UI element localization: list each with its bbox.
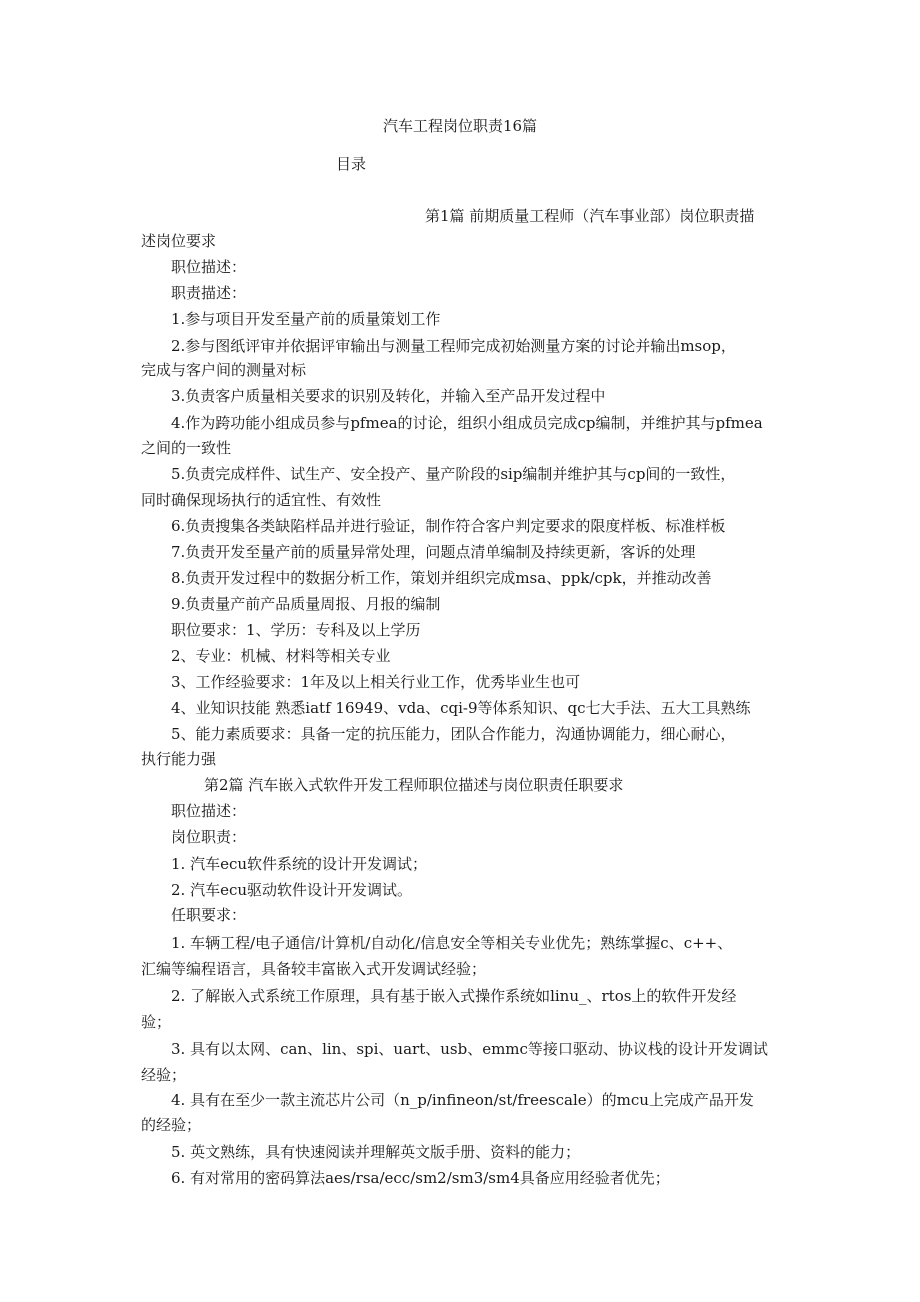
section1-duty-item: 1.参与项目开发至量产前的质量策划工作: [171, 310, 441, 328]
section1-job-desc-label: 职位描述：: [171, 258, 247, 276]
section2-requirement-cont: 汇编等编程语言，具备较丰富嵌入式开发调试经验；: [141, 960, 487, 978]
section1-heading-line1: 第1篇 前期质量工程师（汽车事业部）岗位职责描: [425, 207, 755, 225]
section1-duty-item: 4.作为跨功能小组成员参与pfmea的讨论，组织小组成员完成cp编制，并维护其与pfmea: [171, 414, 763, 432]
section1-requirement: 职位要求：1、学历：专科及以上学历: [171, 621, 421, 639]
section2-requirement: 5. 英文熟练，具有快速阅读并理解英文版手册、资料的能力；: [171, 1143, 581, 1161]
section2-requirement: 4. 具有在至少一款主流芯片公司（n_p/infineon/st/freescale）的mcu上完成产品开发: [171, 1091, 754, 1109]
document-title: 汽车工程岗位职责16篇: [382, 117, 538, 135]
section2-heading: 第2篇 汽车嵌入式软件开发工程师职位描述与岗位职责任职要求: [204, 776, 624, 794]
section2-requirement: 2. 了解嵌入式系统工作原理，具有基于嵌入式操作系统如linu_、rtos上的软件开发经: [171, 987, 737, 1005]
section1-duty-item: 9.负责量产前产品质量周报、月报的编制: [171, 595, 441, 613]
toc-heading: 目录: [336, 155, 367, 173]
section1-requirement: 4、业知识技能 熟悉iatf 16949、vda、cqi-9等体系知识、qc七大手法、五大工具熟练: [171, 699, 751, 717]
section2-requirement-cont: 的经验；: [141, 1116, 202, 1134]
section1-duty-item: 6.负责搜集各类缺陷样品并进行验证，制作符合客户判定要求的限度样板、标准样板: [171, 517, 726, 535]
section1-heading-line2: 述岗位要求: [141, 232, 217, 250]
section2-requirement-cont: 经验；: [141, 1066, 187, 1084]
section2-duty-item: 1. 汽车ecu软件系统的设计开发调试；: [171, 855, 428, 873]
section1-duty-item-cont: 同时确保现场执行的适宜性、有效性: [141, 491, 382, 509]
section2-requirement: 3. 具有以太网、can、lin、spi、uart、usb、emmc等接口驱动、协议栈的设计开发调试: [171, 1040, 768, 1058]
section2-req-label: 任职要求：: [171, 906, 247, 924]
section2-duty-label: 岗位职责：: [171, 828, 247, 846]
section2-requirement-cont: 验；: [141, 1013, 172, 1031]
section2-requirement: 1. 车辆工程/电子通信/计算机/自动化/信息安全等相关专业优先；熟练掌握c、c++、: [171, 934, 733, 952]
section2-job-desc-label: 职位描述：: [171, 802, 247, 820]
section1-duty-item-cont: 之间的一致性: [141, 439, 232, 457]
section1-requirement-cont: 执行能力强: [141, 750, 217, 768]
section1-duty-item: 8.负责开发过程中的数据分析工作，策划并组织完成msa、ppk/cpk，并推动改善: [171, 569, 712, 587]
section1-requirement: 3、工作经验要求：1年及以上相关行业工作，优秀毕业生也可: [171, 673, 581, 691]
section1-duty-item-cont: 完成与客户间的测量对标: [141, 361, 307, 379]
section1-duty-item: 2.参与图纸评审并依据评审输出与测量工程师完成初始测量方案的讨论并输出msop，: [171, 337, 736, 355]
section1-duty-label: 职责描述：: [171, 284, 247, 302]
section1-requirement: 2、专业：机械、材料等相关专业: [171, 647, 391, 665]
section1-requirement: 5、能力素质要求：具备一定的抗压能力，团队合作能力，沟通协调能力，细心耐心，: [171, 725, 736, 743]
section1-duty-item: 5.负责完成样件、试生产、安全投产、量产阶段的sip编制并维护其与cp间的一致性，: [171, 465, 736, 483]
section2-duty-item: 2. 汽车ecu驱动软件设计开发调试。: [171, 881, 413, 899]
section2-requirement: 6. 有对常用的密码算法aes/rsa/ecc/sm2/sm3/sm4具备应用经验者优先；: [171, 1169, 670, 1187]
section1-duty-item: 3.负责客户质量相关要求的识别及转化，并输入至产品开发过程中: [171, 387, 606, 405]
section1-duty-item: 7.负责开发至量产前的质量异常处理，问题点清单编制及持续更新，客诉的处理: [171, 543, 696, 561]
